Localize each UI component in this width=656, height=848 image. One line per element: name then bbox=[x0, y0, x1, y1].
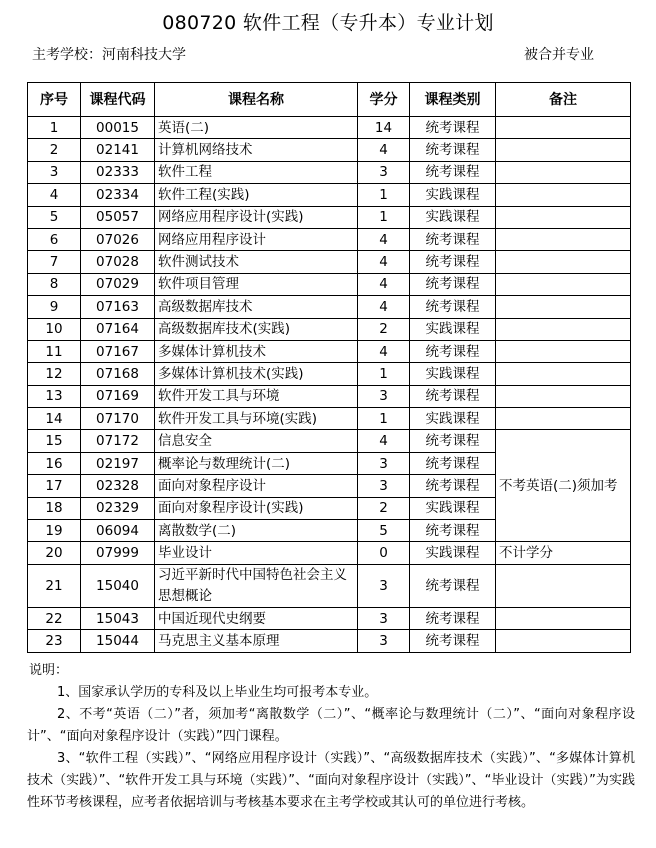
cell-index: 1 bbox=[28, 117, 81, 139]
cell-remark-merged: 不考英语(二)须加考 bbox=[496, 430, 631, 542]
cell-course-name: 信息安全 bbox=[155, 430, 358, 452]
cell-credit: 4 bbox=[358, 251, 410, 273]
cell-course-name: 多媒体计算机技术 bbox=[155, 340, 358, 362]
table-row bbox=[28, 251, 631, 273]
table-row bbox=[28, 564, 631, 607]
table-row bbox=[28, 363, 631, 385]
cell-remark bbox=[496, 206, 631, 228]
cell-index: 6 bbox=[28, 228, 81, 250]
cell-course-name: 离散数学(二) bbox=[155, 520, 358, 542]
cell-code: 02197 bbox=[81, 452, 155, 474]
cell-code: 07026 bbox=[81, 228, 155, 250]
cell-code: 06094 bbox=[81, 520, 155, 542]
cell-code: 07164 bbox=[81, 318, 155, 340]
table-row bbox=[28, 273, 631, 295]
cell-index: 18 bbox=[28, 497, 81, 519]
table-row bbox=[28, 630, 631, 652]
cell-course-name: 高级数据库技术 bbox=[155, 296, 358, 318]
cell-remark bbox=[496, 318, 631, 340]
cell-code: 02328 bbox=[81, 475, 155, 497]
cell-remark bbox=[496, 251, 631, 273]
cell-remark bbox=[496, 408, 631, 430]
cell-type: 实践课程 bbox=[410, 318, 496, 340]
cell-code: 07029 bbox=[81, 273, 155, 295]
cell-code: 15040 bbox=[81, 564, 155, 607]
cell-type: 统考课程 bbox=[410, 161, 496, 183]
cell-code: 02333 bbox=[81, 161, 155, 183]
cell-type: 统考课程 bbox=[410, 296, 496, 318]
table-row bbox=[28, 206, 631, 228]
cell-index: 17 bbox=[28, 475, 81, 497]
header-index: 序号 bbox=[28, 83, 81, 117]
cell-course-name: 马克思主义基本原理 bbox=[155, 630, 358, 652]
cell-type: 实践课程 bbox=[410, 497, 496, 519]
table-row bbox=[28, 117, 631, 139]
table-row bbox=[28, 139, 631, 161]
cell-index: 15 bbox=[28, 430, 81, 452]
cell-index: 4 bbox=[28, 184, 81, 206]
cell-course-name: 软件开发工具与环境 bbox=[155, 385, 358, 407]
table-row bbox=[28, 430, 631, 452]
cell-code: 05057 bbox=[81, 206, 155, 228]
cell-index: 16 bbox=[28, 452, 81, 474]
cell-remark bbox=[496, 607, 631, 629]
cell-index: 19 bbox=[28, 520, 81, 542]
cell-credit: 3 bbox=[358, 161, 410, 183]
cell-index: 21 bbox=[28, 564, 81, 607]
table-row bbox=[28, 184, 631, 206]
cell-type: 统考课程 bbox=[410, 117, 496, 139]
cell-index: 11 bbox=[28, 340, 81, 362]
table-body bbox=[28, 117, 631, 653]
cell-index: 2 bbox=[28, 139, 81, 161]
table-row bbox=[28, 607, 631, 629]
cell-type: 统考课程 bbox=[410, 385, 496, 407]
cell-type: 统考课程 bbox=[410, 228, 496, 250]
cell-credit: 3 bbox=[358, 452, 410, 474]
cell-remark bbox=[496, 630, 631, 652]
cell-remark bbox=[496, 385, 631, 407]
cell-remark: 不计学分 bbox=[496, 542, 631, 564]
cell-credit: 3 bbox=[358, 630, 410, 652]
note-item: 1、国家承认学历的专科及以上毕业生均可报考本专业。 bbox=[57, 685, 378, 700]
table-row bbox=[28, 228, 631, 250]
cell-credit: 1 bbox=[358, 184, 410, 206]
cell-type: 统考课程 bbox=[410, 564, 496, 607]
cell-code: 07163 bbox=[81, 296, 155, 318]
cell-index: 8 bbox=[28, 273, 81, 295]
cell-credit: 4 bbox=[358, 296, 410, 318]
cell-code: 15043 bbox=[81, 607, 155, 629]
cell-course-name: 计算机网络技术 bbox=[155, 139, 358, 161]
cell-credit: 0 bbox=[358, 542, 410, 564]
cell-remark bbox=[496, 363, 631, 385]
table-row bbox=[28, 542, 631, 564]
merged-major-label: 被合并专业 bbox=[524, 47, 594, 63]
cell-type: 统考课程 bbox=[410, 630, 496, 652]
cell-index: 9 bbox=[28, 296, 81, 318]
cell-code: 02329 bbox=[81, 497, 155, 519]
cell-remark bbox=[496, 564, 631, 607]
cell-type: 统考课程 bbox=[410, 520, 496, 542]
cell-index: 20 bbox=[28, 542, 81, 564]
cell-index: 10 bbox=[28, 318, 81, 340]
cell-index: 13 bbox=[28, 385, 81, 407]
cell-code: 07169 bbox=[81, 385, 155, 407]
cell-type: 实践课程 bbox=[410, 408, 496, 430]
cell-code: 07167 bbox=[81, 340, 155, 362]
cell-type: 统考课程 bbox=[410, 251, 496, 273]
cell-type: 统考课程 bbox=[410, 475, 496, 497]
cell-course-name: 软件测试技术 bbox=[155, 251, 358, 273]
cell-remark bbox=[496, 296, 631, 318]
table-row bbox=[28, 161, 631, 183]
cell-credit: 4 bbox=[358, 228, 410, 250]
cell-credit: 1 bbox=[358, 408, 410, 430]
cell-remark bbox=[496, 340, 631, 362]
cell-course-name: 软件工程 bbox=[155, 161, 358, 183]
cell-code: 02141 bbox=[81, 139, 155, 161]
cell-remark bbox=[496, 117, 631, 139]
cell-type: 统考课程 bbox=[410, 607, 496, 629]
cell-course-name: 习近平新时代中国特色社会主义思想概论 bbox=[155, 564, 358, 607]
notes-label: 说明： bbox=[29, 663, 69, 678]
cell-credit: 4 bbox=[358, 273, 410, 295]
table-row bbox=[28, 296, 631, 318]
cell-type: 实践课程 bbox=[410, 363, 496, 385]
course-table bbox=[27, 82, 631, 653]
cell-type: 统考课程 bbox=[410, 139, 496, 161]
cell-code: 07028 bbox=[81, 251, 155, 273]
cell-type: 统考课程 bbox=[410, 340, 496, 362]
cell-remark bbox=[496, 139, 631, 161]
note-item: 2、不考“英语（二）”者，须加考“离散数学（二）”、“概率论与数理统计（二）”、“面向对象程序设计”、“面向对象程序设计（实践）”四门课程。 bbox=[27, 707, 635, 744]
cell-type: 实践课程 bbox=[410, 542, 496, 564]
cell-course-name: 软件项目管理 bbox=[155, 273, 358, 295]
header-credit: 学分 bbox=[358, 83, 410, 117]
cell-code: 00015 bbox=[81, 117, 155, 139]
table-row bbox=[28, 318, 631, 340]
page-title: 080720 软件工程（专升本）专业计划 bbox=[162, 12, 494, 34]
cell-code: 07170 bbox=[81, 408, 155, 430]
header-name: 课程名称 bbox=[155, 83, 358, 117]
cell-remark bbox=[496, 228, 631, 250]
cell-index: 12 bbox=[28, 363, 81, 385]
cell-course-name: 面向对象程序设计(实践) bbox=[155, 497, 358, 519]
cell-remark bbox=[496, 184, 631, 206]
cell-code: 07172 bbox=[81, 430, 155, 452]
cell-credit: 4 bbox=[358, 139, 410, 161]
cell-remark bbox=[496, 161, 631, 183]
cell-type: 统考课程 bbox=[410, 452, 496, 474]
cell-index: 3 bbox=[28, 161, 81, 183]
cell-index: 22 bbox=[28, 607, 81, 629]
cell-credit: 4 bbox=[358, 340, 410, 362]
cell-code: 07168 bbox=[81, 363, 155, 385]
cell-course-name: 多媒体计算机技术(实践) bbox=[155, 363, 358, 385]
cell-type: 统考课程 bbox=[410, 273, 496, 295]
cell-type: 实践课程 bbox=[410, 206, 496, 228]
cell-credit: 4 bbox=[358, 430, 410, 452]
cell-course-name: 英语(二) bbox=[155, 117, 358, 139]
cell-credit: 1 bbox=[358, 206, 410, 228]
cell-course-name: 软件开发工具与环境(实践) bbox=[155, 408, 358, 430]
header-type: 课程类别 bbox=[410, 83, 496, 117]
cell-type: 实践课程 bbox=[410, 184, 496, 206]
cell-credit: 14 bbox=[358, 117, 410, 139]
exam-school: 主考学校：河南科技大学 bbox=[32, 47, 186, 63]
cell-code: 02334 bbox=[81, 184, 155, 206]
table-header-row bbox=[28, 83, 631, 117]
cell-credit: 1 bbox=[358, 363, 410, 385]
table-row bbox=[28, 340, 631, 362]
cell-course-name: 高级数据库技术(实践) bbox=[155, 318, 358, 340]
cell-course-name: 网络应用程序设计(实践) bbox=[155, 206, 358, 228]
cell-credit: 3 bbox=[358, 385, 410, 407]
cell-course-name: 毕业设计 bbox=[155, 542, 358, 564]
cell-course-name: 网络应用程序设计 bbox=[155, 228, 358, 250]
cell-credit: 3 bbox=[358, 607, 410, 629]
cell-code: 15044 bbox=[81, 630, 155, 652]
cell-credit: 3 bbox=[358, 475, 410, 497]
table-row bbox=[28, 408, 631, 430]
cell-course-name: 概率论与数理统计(二) bbox=[155, 452, 358, 474]
cell-course-name: 面向对象程序设计 bbox=[155, 475, 358, 497]
cell-index: 5 bbox=[28, 206, 81, 228]
note-item: 3、“软件工程（实践）”、“网络应用程序设计（实践）”、“高级数据库技术（实践）”、“多媒体计算机技术（实践）”、“软件开发工具与环境（实践）”、“面向对象程序设计（实践）”、“毕业设计（实践）”为实践性环节考核课程，应考者依据培训与考核基本要求在主考学校或其认可的单位进行考核。 bbox=[27, 751, 635, 810]
notes-section bbox=[27, 660, 635, 814]
cell-type: 统考课程 bbox=[410, 430, 496, 452]
cell-index: 14 bbox=[28, 408, 81, 430]
cell-index: 23 bbox=[28, 630, 81, 652]
cell-code: 07999 bbox=[81, 542, 155, 564]
cell-index: 7 bbox=[28, 251, 81, 273]
header-code: 课程代码 bbox=[81, 83, 155, 117]
cell-course-name: 软件工程(实践) bbox=[155, 184, 358, 206]
cell-credit: 3 bbox=[358, 564, 410, 607]
header-remark: 备注 bbox=[496, 83, 631, 117]
cell-course-name: 中国近现代史纲要 bbox=[155, 607, 358, 629]
cell-credit: 2 bbox=[358, 497, 410, 519]
cell-credit: 5 bbox=[358, 520, 410, 542]
cell-remark bbox=[496, 273, 631, 295]
table-row bbox=[28, 385, 631, 407]
cell-credit: 2 bbox=[358, 318, 410, 340]
